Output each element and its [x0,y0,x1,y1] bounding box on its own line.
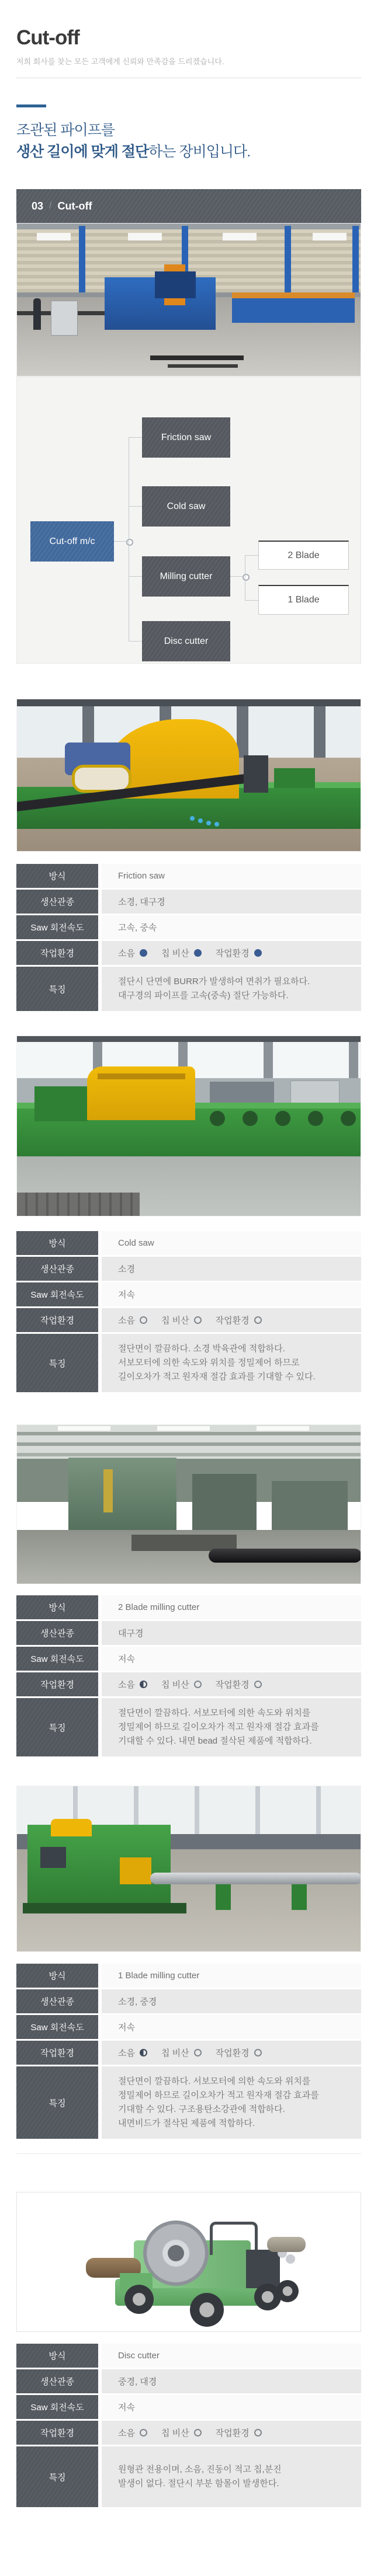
photo-1-blade-milling-cutter [16,1786,361,1952]
spec-table-cold-saw [16,1231,361,1392]
machine-head [155,271,196,298]
spec-value-name: 1 Blade milling cutter [102,1964,361,1988]
feature-line: 길이오차가 적고 원자재 절감 효과를 기대할 수 있다. [118,1372,316,1382]
spec-label: 방식 [16,1595,98,1619]
spec-label: 방식 [16,2344,98,2368]
rating-dot-empty [254,2429,262,2436]
environment-label: 칩 비산 [161,1316,189,1326]
spec-label: 작업환경 [16,2421,98,2445]
spec-value-features [102,1698,361,1756]
spec-label: 작업환경 [16,1672,98,1696]
motor-block [34,1086,88,1121]
mill-machine-main [68,1458,176,1531]
spec-table-friction-saw [16,864,361,1011]
environment-label: 소음 [118,1680,135,1690]
rating-dot-empty [140,1316,147,1324]
environment-rating [216,2427,262,2439]
connector-line [245,600,258,601]
rating-dot-full [254,949,262,957]
section-divider [16,2153,361,2154]
environment-rating [118,2047,147,2059]
environment-label: 칩 비산 [161,2428,189,2438]
environment-rating [216,1678,262,1690]
rating-dot-full [140,949,147,957]
spec-value-saw-speed: 고속, 중속 [102,915,361,939]
photo-2-blade-milling-cutter [16,1424,361,1584]
conveyor-frame [232,298,355,323]
operator-person [33,298,41,330]
spec-label: Saw 회전속도 [16,1647,98,1671]
environment-rating [216,947,262,959]
intro-line2-bold: 생산 길이에 맞게 절단 [16,144,149,160]
environment-rating [216,2047,262,2059]
hydraulic-unit [246,2250,280,2288]
flow-box-disc-cutter: Disc cutter [142,621,230,661]
photo-friction-saw [16,699,361,852]
feature-line: 절단면이 깔끔하다. 소경 박육관에 적합하다. [118,1344,285,1354]
control-cabinet [51,301,78,336]
environment-label: 작업환경 [215,949,250,958]
environment-label: 소음 [118,2048,135,2058]
spec-value-saw-speed: 저속 [102,2015,361,2039]
blue-column [79,226,85,296]
section-banner [16,189,361,223]
section-label: Cut-off [57,200,92,212]
outlet-pipe [267,2237,306,2252]
feature-line: 발생이 없다. 절단시 부분 함몰이 발생한다. [118,2479,279,2488]
environment-label: 칩 비산 [161,2048,189,2058]
rating-dot-empty [194,1681,202,1688]
coolant-hose [190,816,195,821]
pipe-support [292,1884,307,1910]
connector-line [129,437,142,438]
wheel [124,2285,154,2314]
rating-dot-full [194,949,202,957]
accent-bar [16,104,46,107]
feature-line: 기대할 수 있다. 내면 bead 절삭된 제품에 적합하다. [118,1736,312,1746]
spec-value-name: Friction saw [102,864,361,888]
spec-label: 방식 [16,1231,98,1255]
feature-line: 서보모터에 의한 속도와 위치를 정밀제어 하므로 [118,1358,300,1368]
flowchart-panel [16,377,361,664]
rating-dot-empty [194,2049,202,2056]
spec-label: 방식 [16,1964,98,1988]
spec-label: 특징 [16,1334,98,1392]
spec-value-environment [102,2421,361,2445]
spec-value-environment [102,941,361,965]
connector-line [114,541,126,542]
intro-heading [16,120,361,163]
rating-dot-empty [194,2429,202,2436]
spec-value-pipe-types: 소경 [102,1257,361,1281]
section-number: 03 [32,200,44,212]
spec-table-disc-cutter [16,2344,361,2507]
spec-value-environment [102,1308,361,1332]
environment-rating [118,1314,147,1326]
spec-label: 생산관종 [16,890,98,914]
spec-label: 특징 [16,1698,98,1756]
page-title: Cut-off [16,26,79,49]
cut-pipes [168,364,238,368]
photo-disc-cutter [16,2192,361,2332]
spec-label: Saw 회전속도 [16,1282,98,1306]
connector-node [126,539,133,546]
connector-line [230,576,243,577]
flow-box-friction-saw: Friction saw [142,417,230,458]
flow-root-cutoff-mc: Cut-off m/c [30,521,114,562]
spec-label: 특징 [16,2446,98,2507]
spec-value-pipe-types: 대구경 [102,1621,361,1645]
spec-label: 생산관종 [16,1621,98,1645]
connector-line [129,641,142,642]
intro-line1: 조관된 파이프를 [16,122,115,138]
environment-label: 칩 비산 [161,1680,189,1690]
spec-table-1-blade-milling [16,1964,361,2139]
skylight [128,233,162,240]
wheel [276,2280,299,2302]
connector-node [243,574,250,581]
base-skid [23,1903,186,1913]
spec-label: 방식 [16,864,98,888]
ceiling-beam [17,1432,361,1435]
chuck-center [168,2245,184,2261]
spec-value-saw-speed: 저속 [102,1647,361,1671]
spec-value-pipe-types: 중경, 대경 [102,2369,361,2393]
connector-line [129,576,142,577]
spec-value-environment [102,2041,361,2065]
flow-box-2-blade: 2 Blade [258,541,349,570]
side-unit [272,1481,348,1530]
environment-rating [216,1314,262,1326]
rating-dot-half [140,1681,147,1688]
spec-label: 작업환경 [16,1308,98,1332]
skylight [223,233,257,240]
environment-label: 소음 [118,2428,135,2438]
flow-box-milling-cutter: Milling cutter [142,556,230,597]
feature-line: 원형관 전용이며, 소음, 진동이 적고 칩,분진 [118,2465,282,2474]
rating-dot-empty [194,1316,202,1324]
blue-column [285,226,291,296]
skylight [37,233,71,240]
environment-label: 작업환경 [215,1680,250,1690]
spec-label: 생산관종 [16,2369,98,2393]
spec-value-name: Cold saw [102,1231,361,1255]
environment-rating [161,2047,202,2059]
environment-rating [118,1678,147,1690]
feature-line: 정밀제어 하므로 길이오차가 적고 원자재 절감 효과를 [118,2090,319,2100]
cut-pipes [150,355,244,360]
spec-value-pipe-types: 소경, 대구경 [102,890,361,914]
roof-edge [17,699,361,706]
spec-value-features [102,2066,361,2139]
skylight [58,1426,110,1431]
environment-label: 소음 [118,949,135,958]
spec-value-name: 2 Blade milling cutter [102,1595,361,1619]
connector-line [129,506,142,507]
flow-box-cold-saw: Cold saw [142,486,230,527]
mill-column [103,1469,113,1512]
spec-label: 생산관종 [16,1257,98,1281]
skylight [313,233,347,240]
roof-strip [17,224,361,229]
guard-stripe [98,1073,185,1079]
environment-rating [161,1678,202,1690]
flow-box-1-blade: 1 Blade [258,585,349,615]
feature-line: 정밀제어 하므로 길이오차가 적고 원자재 절감 효과를 [118,1722,319,1732]
rating-dot-empty [254,1681,262,1688]
environment-rating [161,947,202,959]
feature-line: 내면비드가 절삭된 제품에 적합하다. [118,2118,255,2128]
control-box [40,1847,66,1868]
environment-rating [118,2427,147,2439]
environment-rating [161,1314,202,1326]
spec-value-pipe-types: 소경, 중경 [102,1989,361,2013]
spec-table-2-blade-milling [16,1595,361,1756]
feature-line: 절단시 단면에 BURR가 발생하여 면취가 필요하다. [118,977,310,987]
rating-dot-half [140,2049,147,2056]
environment-label: 칩 비산 [161,949,189,958]
spec-label: 특징 [16,967,98,1011]
roller [210,1111,225,1126]
feature-line: 절단면이 깔끔하다. 서보모터에 의한 속도와 위치를 [118,2076,311,2086]
side-unit [192,1474,257,1530]
feature-line: 기대할 수 있다. 구조용탄소강관에 적합하다. [118,2104,285,2114]
spec-value-features [102,1334,361,1392]
feature-line: 절단면이 깔끔하다. 서보모터에 의한 속도와 위치를 [118,1708,311,1718]
clamp-block [244,755,268,793]
page-subtitle: 저희 회사를 찾는 모든 고객에게 신뢰와 만족감을 드리겠습니다. [16,57,224,66]
rating-dot-empty [254,1316,262,1324]
environment-rating [161,2427,202,2439]
rating-dot-empty [140,2429,147,2436]
wheel [190,2293,224,2327]
support-arm [274,768,315,788]
spec-value-saw-speed: 저속 [102,2395,361,2419]
environment-label: 소음 [118,1316,135,1326]
intro-line2-rest: 하는 장비입니다. [148,144,251,160]
spec-label: 작업환경 [16,941,98,965]
roof-edge [17,1036,361,1042]
section-separator: / [49,201,52,211]
spec-value-name: Disc cutter [102,2344,361,2368]
spec-value-features [102,967,361,1011]
clamp-unit [120,1857,151,1884]
spec-label: Saw 회전속도 [16,2015,98,2039]
pipe-support [216,1884,231,1910]
rating-dot-empty [254,2049,262,2056]
pipe-workpiece [150,1873,361,1884]
pipe-workpiece [209,1549,361,1563]
environment-label: 작업환경 [215,1316,250,1326]
spec-value-saw-speed: 저속 [102,1282,361,1306]
spec-label: 작업환경 [16,2041,98,2065]
spec-label: 생산관종 [16,1989,98,2013]
connector-line [245,555,258,556]
blue-column [352,226,359,296]
photo-cold-saw [16,1036,361,1216]
feature-line: 대구경의 파이프를 고속(중속) 절단 가능하다. [118,991,289,1001]
photo-factory-overview [16,223,361,377]
environment-label: 작업환경 [215,2048,250,2058]
spec-label: Saw 회전속도 [16,915,98,939]
spec-label: Saw 회전속도 [16,2395,98,2419]
spec-value-environment [102,1672,361,1696]
environment-label: 작업환경 [215,2428,250,2438]
environment-rating [118,947,147,959]
machine-hood [51,1819,92,1836]
floor-grate [17,1193,140,1216]
spec-label: 특징 [16,2066,98,2139]
spec-value-features [102,2446,361,2507]
